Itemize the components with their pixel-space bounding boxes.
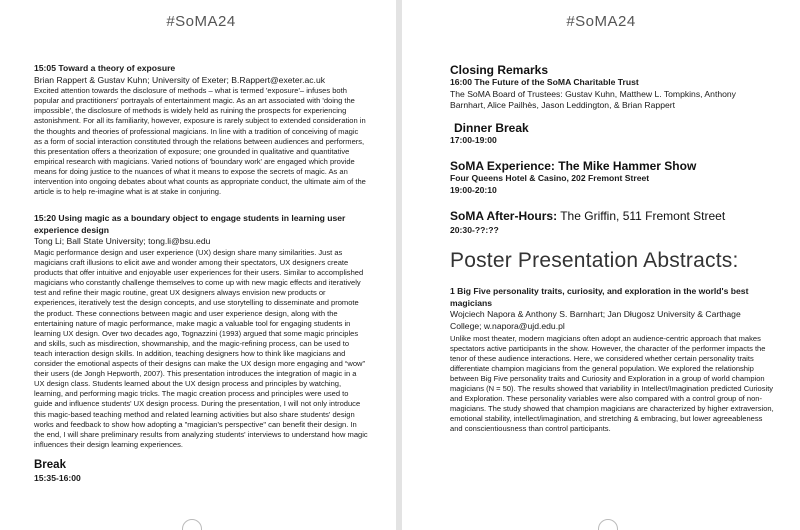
show-section — [450, 159, 776, 196]
talk-abstract: Excited attention towards the disclosure of methods – what is termed 'exposure'– infuses both popular and practitioners' portrayals of entertainment magic. As an art associated with 'doing the impossible', the disclosure of methods is widely held as ruining the prospects for experiencing astonishment. For all its familiarity, however, exposure is rarely subject to extended consideration in the thoughts and theories of professional magicians. In line with a tradition of conceiving of magic as a form of social interaction constituted through the relations between audiences and performers, this presentation offers a theorization of exposure; one grounded in qualitative and quantitative empirical research with magicians. Varied notions of 'boundary work' are engaged which provide means for doing justice to the nuances of what it means to expose the secrets of magic. As an intervention into ongoing debates about what counts as appropriate conduct, the ultimate aim of the article is to help re-imagine what is at stake in conjuring. — [34, 86, 366, 197]
closing-trustees-line2: Barnhart, Alice Pailhès, Jason Leddington, & Brian Rappert — [450, 100, 676, 111]
poster-title: 1 Big Five personality traits, curiosity, and exploration in the world's best magicians — [450, 286, 749, 308]
talk-abstract: Magic performance design and user experience (UX) design share many similarities. Just as magicians craft illusions to elicit awe and wonder among their spectators, UX designers create products that offer intuitive and enjoyable user experiences for their users. Similar to accomplished magicians who constantly challenge themselves to come up with new magic effects and iteratively test and refine their magic routine, great UX designers always envision new products or experiences, iteratively test the design concepts, and use storytelling to disseminate and promote the product. These connections between magic and user experience design, along with the entertaining nature of magic performance, make magic a valuable tool for engaging students in learning UX design. Over two decades ago, Tognazzini (1993) argued that some magic principles and skills, such as misdirection, showmanship, and the magic-refining process, can be used to teach interaction design skills. In addition, teaching designers how to think like magicians and consider the emotional aspects of their designs can make the UX design more engaging and “wow” their users (de Jongh Hepworth, 2007). This presentation introduces the integration of magic in a UX design class. Students learned about the UX design process and principles by watching, learning, and performing magic tricks. The magic creation process and principles were used to guide and influence students' UX design process. During the presentation, I will not only introduce this magic-based teaching method and related learning activities but also share students' design works and feedback to show how adopting a "magician's perspective" can benefit their design. In the end, I will share preliminary results from analyzing students' interviews to understand how magic influences their design learning experiences. — [34, 248, 368, 449]
poster-heading: Poster Presentation Abstracts: — [450, 249, 739, 273]
page-number-circle — [182, 519, 202, 530]
break-section — [34, 459, 368, 484]
poster-abstract-1 — [450, 286, 776, 434]
closing-talk-title: 16:00 The Future of the SoMA Charitable Trust — [450, 77, 639, 87]
talk-title: 15:20 Using magic as a boundary object to engage students in learning user experience design — [34, 213, 346, 235]
after-hours-section — [450, 207, 776, 237]
after-hours-title: SoMA After-Hours: — [450, 208, 558, 223]
closing-title: Closing Remarks — [450, 63, 549, 77]
break-title: Break — [34, 458, 66, 471]
poster-authors-line2: College; w.napora@ujd.edu.pl — [450, 320, 565, 331]
talk-authors: Brian Rappert & Gustav Kuhn; University of Exeter; B.Rappert@exeter.ac.uk — [34, 74, 326, 85]
talk-boundary-object — [34, 213, 368, 450]
closing-trustees-line1: The SoMA Board of Trustees: Gustav Kuhn, Matthew L. Tompkins, Anthony — [450, 88, 736, 99]
poster-authors-line1: Wojciech Napora & Anthony S. Barnhart; Jan Długosz University & Carthage — [450, 309, 741, 320]
dinner-title: Dinner Break — [454, 120, 529, 135]
page-number-circle — [598, 519, 618, 530]
talk-exposure — [34, 63, 368, 197]
dinner-time: 17:00-19:00 — [450, 134, 497, 145]
break-time: 15:35-16:00 — [34, 472, 81, 483]
closing-remarks-section — [450, 63, 776, 112]
show-venue: Four Queens Hotel & Casino, 202 Fremont Street — [450, 173, 650, 184]
after-hours-time: 20:30-??:?? — [450, 224, 499, 235]
after-hours-venue: The Griffin, 511 Fremont Street — [557, 208, 726, 223]
poster-abstract-text: Unlike most theater, modern magicians often adopt an audience-centric approach that makes spectators active participants in the show. However, the character of the performer impacts the tenor of these audience interactions. Here, we considered whether certain personality traits differentiate champion magicians from the general population. We explored the relationship between Big Five personality traits and Curiosity and Exploration in a group of world champion magicians (N = 50). The results showed that variability in Intellect/Imagination predicted Curiosity and Exploration. These personality variables were also compared with a control group of non-magicians. The study showed that champion magicians are characterized by higher extraversion, emotional stability, intellect/imagination, and stretching & embracing, but lower agreeableness and conscientiousness than control participants. — [450, 333, 774, 434]
left-page — [0, 0, 396, 530]
right-page — [402, 0, 800, 530]
talk-title: 15:05 Toward a theory of exposure — [34, 63, 176, 73]
show-title: SoMA Experience: The Mike Hammer Show — [450, 159, 697, 174]
show-time: 19:00-20:10 — [450, 184, 497, 195]
page-header: #SoMA24 — [566, 13, 636, 30]
dinner-break-section — [450, 121, 776, 147]
talk-authors: Tong Li; Ball State University; tong.li@bsu.edu — [34, 236, 211, 247]
page-header: #SoMA24 — [166, 13, 236, 30]
